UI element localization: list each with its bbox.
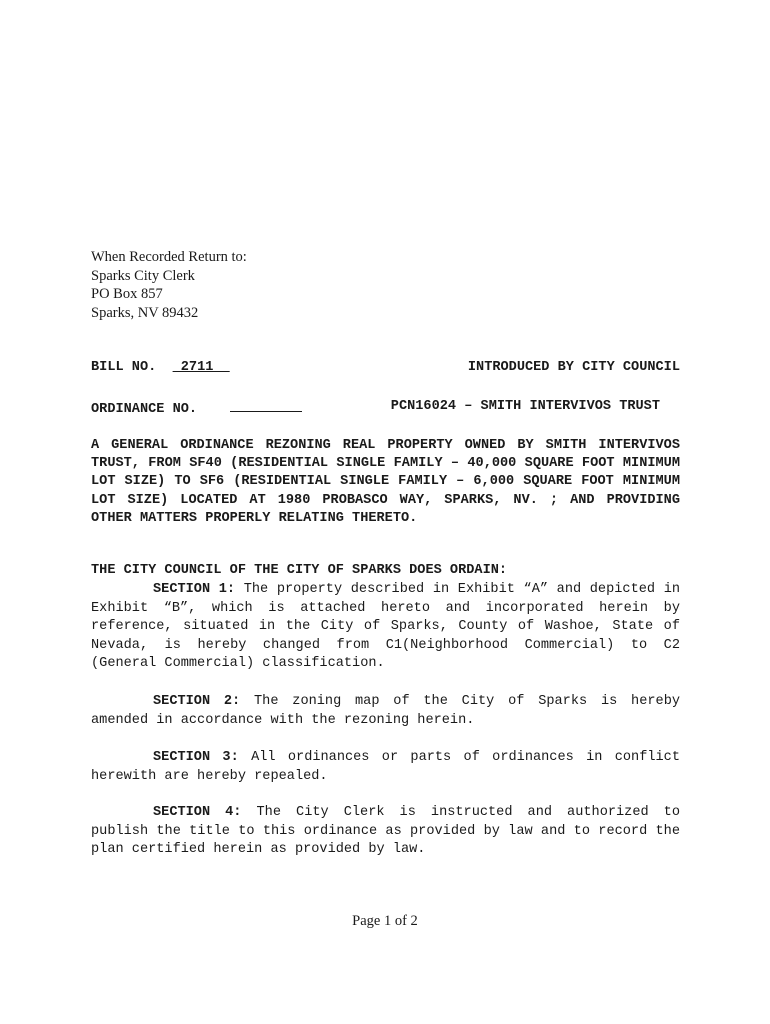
section-2 [91, 693, 680, 730]
return-line: When Recorded Return to: [91, 249, 247, 265]
section-label: SECTION 3: [153, 750, 239, 765]
return-line: PO Box 857 [91, 286, 163, 302]
ordinance-number-blank [230, 399, 302, 412]
ordinance-label: ORDINANCE NO. [91, 402, 198, 417]
section-3 [91, 749, 680, 786]
return-line: Sparks, NV 89432 [91, 304, 199, 321]
section-label: SECTION 2: [153, 694, 241, 709]
section-label: SECTION 1: [153, 582, 236, 597]
section-text: The City Clerk is instructed and authorized to publish the title to this ordinance as provided by law and to record the plan certified herein as provided by law. [91, 805, 680, 858]
section-1 [91, 581, 680, 674]
section-text: The property described in Exhibit “A” and depicted in Exhibit “B”, which is attached hereto and incorporated herein by reference, situated in the City of Sparks, County of Washoe, State of Nevada, is hereby changed from C1(Neighborhood Commercial) to C2 (General Commercial) classification. [91, 582, 681, 672]
section-4 [91, 804, 680, 860]
section-label: SECTION 4: [153, 805, 242, 820]
bill-number: 2711 [172, 360, 230, 375]
council-heading: THE CITY COUNCIL OF THE CITY OF SPARKS DOES ORDAIN: [91, 563, 508, 578]
return-address-block [91, 248, 247, 322]
bill-row [91, 360, 680, 375]
bill-label: BILL NO. [91, 360, 157, 375]
return-line: Sparks City Clerk [91, 267, 195, 284]
ordinance-title: A GENERAL ORDINANCE REZONING REAL PROPERTY OWNED BY SMITH INTERVIVOS TRUST, FROM SF40 (RESIDENTIAL SINGLE FAMILY – 40,000 SQUARE FOOT MINIMUM LOT SIZE) TO SF6 (RESIDENTIAL SINGLE FAMILY – 6,000 SQUARE FOOT MINIMUM LOT SIZE) LOCATED AT 1980 PROBASCO WAY, SPARKS, NV. ; AND PROVIDING OTHER MATTERS PROPERLY RELATING THERETO. [91, 438, 680, 526]
section-text: All ordinances or parts of ordinances in conflict herewith are hereby repealed. [91, 750, 680, 784]
page-number: Page 1 of 2 [352, 913, 418, 929]
ordinance-row [91, 399, 680, 417]
section-text: The zoning map of the City of Sparks is hereby amended in accordance with the rezoning herein. [91, 694, 681, 728]
introduced-by: INTRODUCED BY CITY COUNCIL [467, 360, 680, 375]
pcn-label: PCN16024 – SMITH INTERVIVOS TRUST [390, 399, 660, 414]
